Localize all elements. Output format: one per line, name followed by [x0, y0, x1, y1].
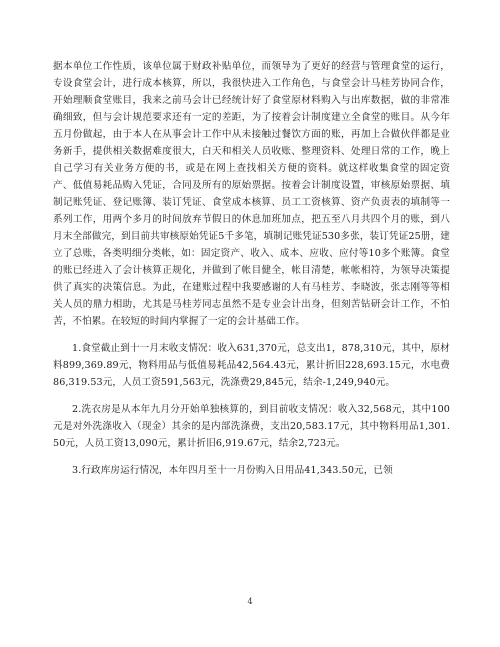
document-body: [53, 58, 450, 479]
page-number: 4: [247, 597, 253, 606]
paragraph-intro: 据本单位工作性质，该单位属于财政补贴单位，而领导为了更好的经营与管理食堂的运行，专设食堂会计，进行成本核算，所以，我很快进入工作角色，与食堂会计马桂芳协同合作，开始理顺食堂账目，我来之前马会计已经统计好了食堂原材料购入与出库数据，做的非常准确细致，但与会计规范要求还有一定的差距，为了按着会计制度建立全食堂的账目。从今年五月份做起，由于本人在从事会计工作中从未接触过餐饮方面的账，再加上合做伙伴都是业务新手，提供相关数据难度很大，白天和相关人员收账、整理资料、处理日常的工作，晚上自己学习有关业务方便的书，或是在网上查找相关方便的资料。就这样收集食堂的固定资产、低值易耗品购入凭证，合同及所有的原始票据。按着会计制度设置，审核原始票据、填制记账凭证、登记账簿、装订凭证、食堂成本核算、员工工资核算、资产负责表的填制等一系列工作，用两个多月的时间放弃节假日的休息加班加点，把五至八月共四个月的账，到八月末全部做完，到目前共审核原始凭证5千多笔，填制记账凭证530多张，装订凭证25册，建立了总账，各类明细分类帐，如：固定资产、收入、成本、应收、应付等10多个账簿。食堂的账已经进入了会计核算正规化，并做到了帐目健全，帐目清楚，帐帐相符，为领导决策提供了真实的决策信息。为此，在建账过程中我要感谢的人有马桂芳、李晓波，张志刚等等相关人员的鼎力相助，尤其是马桂芳同志虽然不是专业会计出身，但刻苦钻研会计工作，不怕苦，不怕累。在较短的时间内掌握了一定的会计基础工作。: [53, 61, 450, 327]
paragraph-canteen-summary: 1.食堂截止到十一月末收支情况：收入631,370元，总支出1，878,310元，其中，原材料899,369.89元，物料用品与低值易耗品42,564.43元，累计折旧228,693.15元，水电费86,319.53元，人员工资591,563元，洗涤费29,845元，结余-1,249,940元。: [53, 343, 450, 388]
paragraph-warehouse-summary: 3.行政库房运行情况，本年四月至十一月份购入日用品41,343.50元，已领: [72, 465, 393, 476]
paragraph-laundry-summary: 2.洗衣房是从本年九月分开始单独核算的，到目前收支情况：收入32,568元，其中100元是对外洗涤收入（现金）其余的是内部洗涤费，支出20,583.17元，其中物料用品1,301.50元，人员工资13,090元，累计折旧6,919.67元，结余2,723元。: [53, 404, 450, 449]
